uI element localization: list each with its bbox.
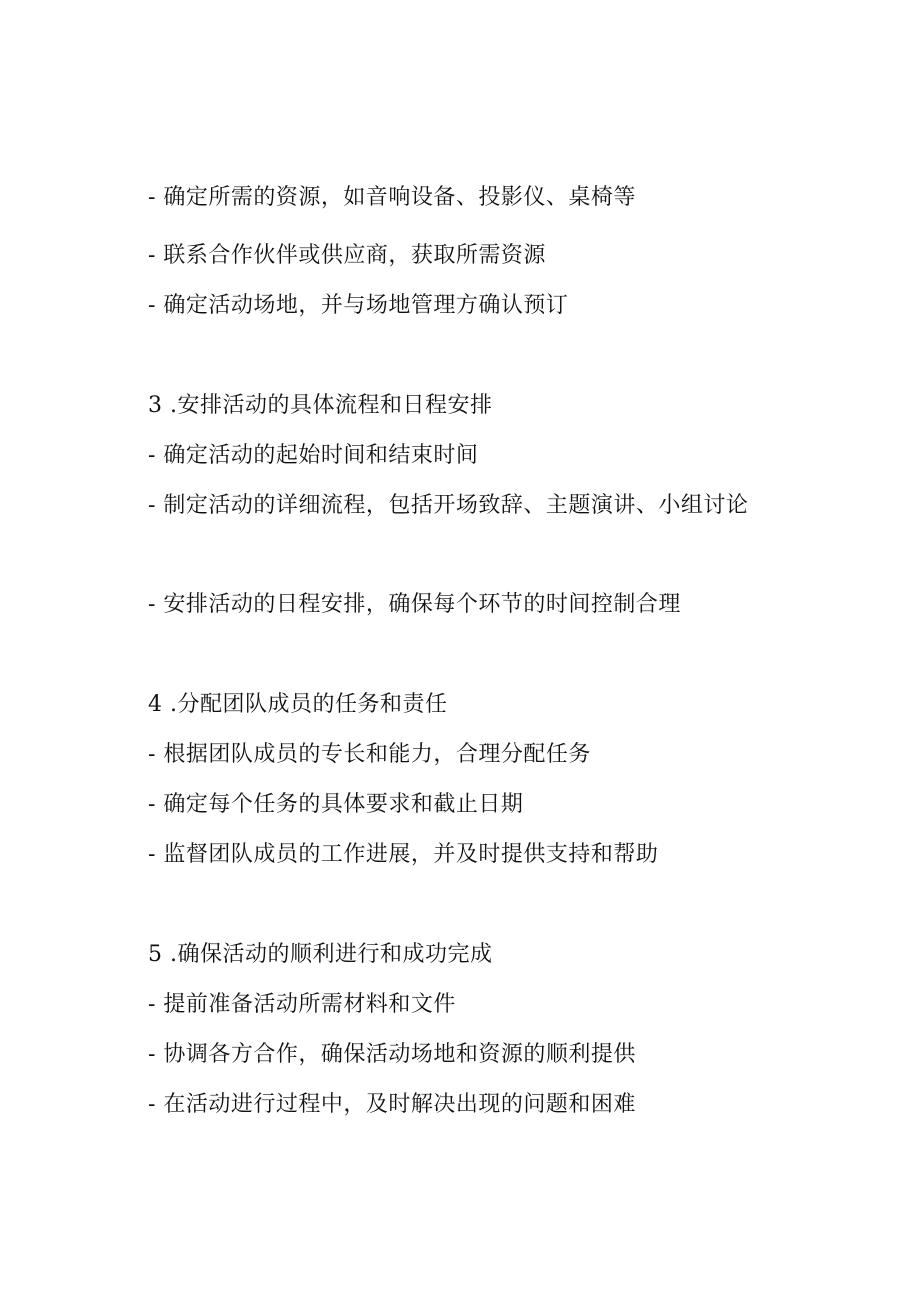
list-item: - 监督团队成员的工作进展，并及时提供支持和帮助	[148, 842, 659, 867]
list-item: - 提前准备活动所需材料和文件	[148, 992, 456, 1017]
section-heading: 5 .确保活动的顺利进行和成功完成	[148, 942, 493, 967]
list-item: - 确定活动的起始时间和结束时间	[148, 443, 479, 468]
list-item: - 在活动进行过程中，及时解决出现的问题和困难	[148, 1092, 636, 1117]
list-item: - 安排活动的日程安排，确保每个环节的时间控制合理	[148, 592, 681, 617]
list-item: - 协调各方合作，确保活动场地和资源的顺利提供	[148, 1042, 636, 1067]
list-item: - 确定每个任务的具体要求和截止日期	[148, 792, 524, 817]
list-item: - 确定活动场地，并与场地管理方确认预订	[148, 293, 569, 318]
list-item: - 根据团队成员的专长和能力，合理分配任务	[148, 742, 591, 767]
section-heading: 3 .安排活动的具体流程和日程安排	[148, 393, 493, 418]
list-item: - 联系合作伙伴或供应商，获取所需资源	[148, 243, 546, 268]
section-heading: 4 .分配团队成员的任务和责任	[148, 692, 448, 717]
list-item: - 确定所需的资源，如音响设备、投影仪、桌椅等	[148, 185, 636, 210]
list-item: - 制定活动的详细流程，包括开场致辞、主题演讲、小组讨论	[148, 493, 749, 518]
